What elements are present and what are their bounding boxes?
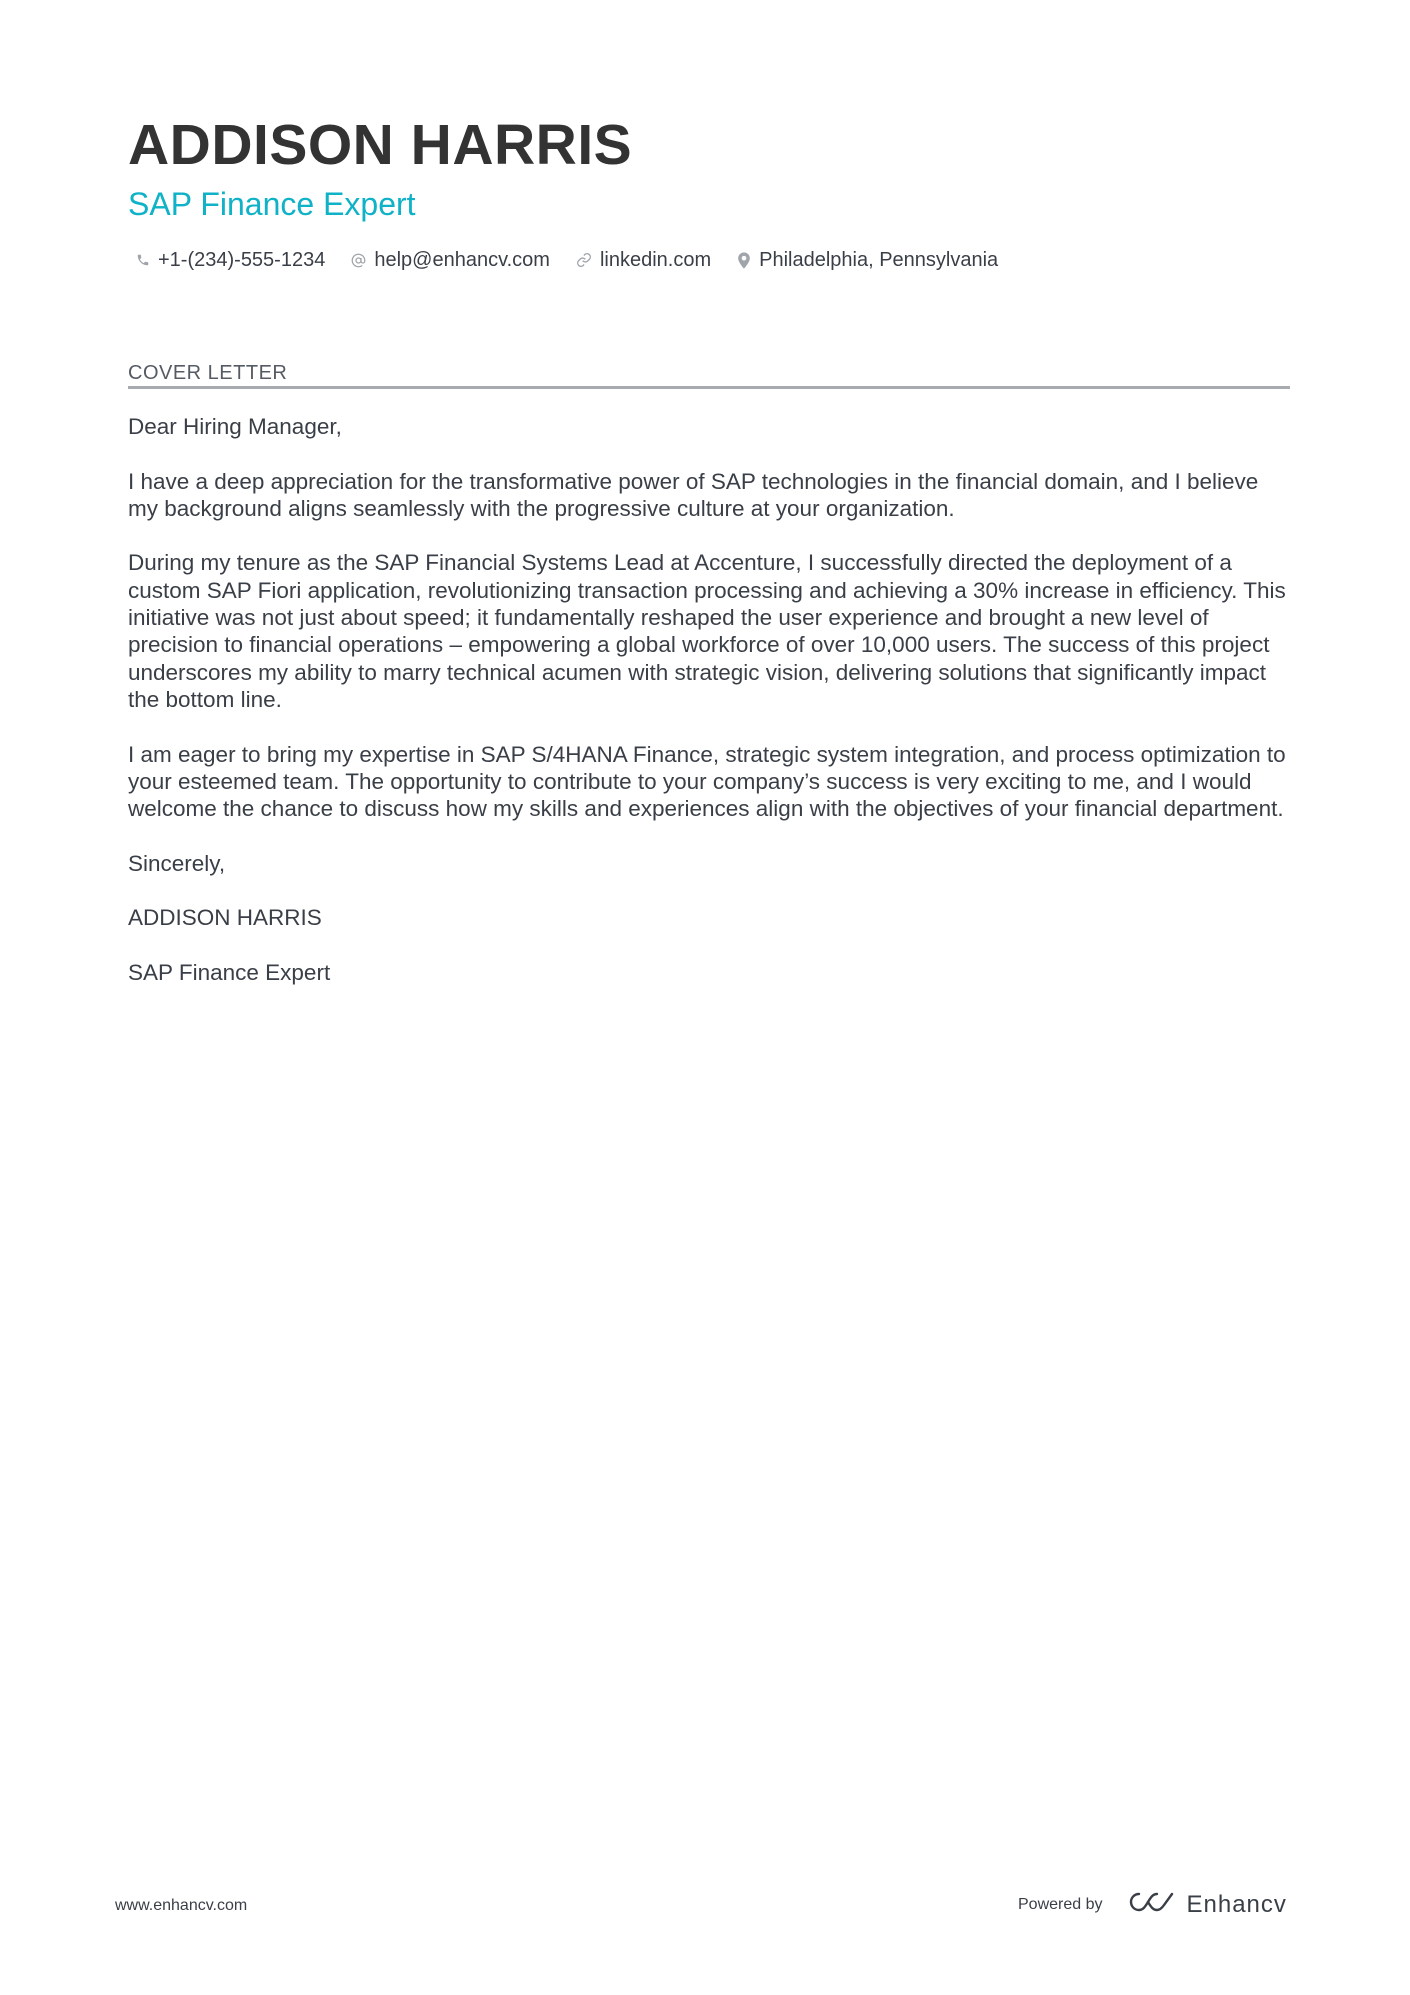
- letter-greeting: Dear Hiring Manager,: [128, 414, 342, 439]
- applicant-name: ADDISON HARRIS: [128, 113, 633, 177]
- contact-phone: [136, 246, 325, 274]
- brand-name: Enhancv: [1186, 1890, 1287, 1918]
- enhancv-logo-icon: [1129, 1890, 1175, 1919]
- letter-closing: Sincerely,: [128, 850, 226, 876]
- contact-location: [737, 246, 998, 274]
- phone-number: +1-(234)-555-1234: [158, 249, 326, 271]
- footer-url[interactable]: www.enhancv.com: [115, 1897, 248, 1914]
- location-pin-icon: [737, 252, 751, 269]
- contact-info: [136, 246, 998, 274]
- powered-by: [1018, 1890, 1287, 1919]
- letter-paragraph: During my tenure as the SAP Financial Systems Lead at Accenture, I successfully directed the deployment of a custom SAP Fiori application, revolutionizing transaction processing and achieving a 30% increase in efficiency. This initiative was not just about speed; it fundamentally reshaped the user experience and brought a new level of precision to financial operations – empowering a global workforce of over 10,000 users. The success of this project underscores my ability to marry technical acumen with strategic vision, delivering solutions that significantly impact the bottom line.: [128, 550, 1286, 712]
- email-address: help@enhancv.com: [374, 249, 550, 271]
- at-icon: [351, 253, 366, 268]
- signature-title: SAP Finance Expert: [128, 959, 331, 985]
- letter-paragraph: I am eager to bring my expertise in SAP S/4HANA Finance, strategic system integration, and process optimization to your esteemed team. The opportunity to contribute to your company’s success is very exciting to me, and I would welcome the chance to discuss how my skills and experiences align with the objectives of your financial department.: [128, 741, 1286, 822]
- contact-link[interactable]: [576, 246, 711, 274]
- applicant-title: SAP Finance Expert: [128, 186, 416, 222]
- section-title: COVER LETTER: [128, 362, 288, 384]
- letter-paragraph: I have a deep appreciation for the transformative power of SAP technologies in the financial domain, and I believe my background aligns seamlessly with the progressive culture at your organization.: [128, 468, 1259, 521]
- signature-name: ADDISON HARRIS: [128, 905, 322, 931]
- phone-icon: [136, 253, 150, 267]
- brand-logo: [1129, 1890, 1287, 1919]
- section-divider: [128, 386, 1290, 389]
- contact-email[interactable]: [351, 246, 550, 274]
- location-text: Philadelphia, Pennsylvania: [759, 249, 999, 271]
- link-icon: [576, 252, 592, 268]
- powered-by-label: Powered by: [1018, 1895, 1103, 1913]
- letter-body: [128, 413, 1290, 1014]
- link-text: linkedin.com: [599, 249, 712, 271]
